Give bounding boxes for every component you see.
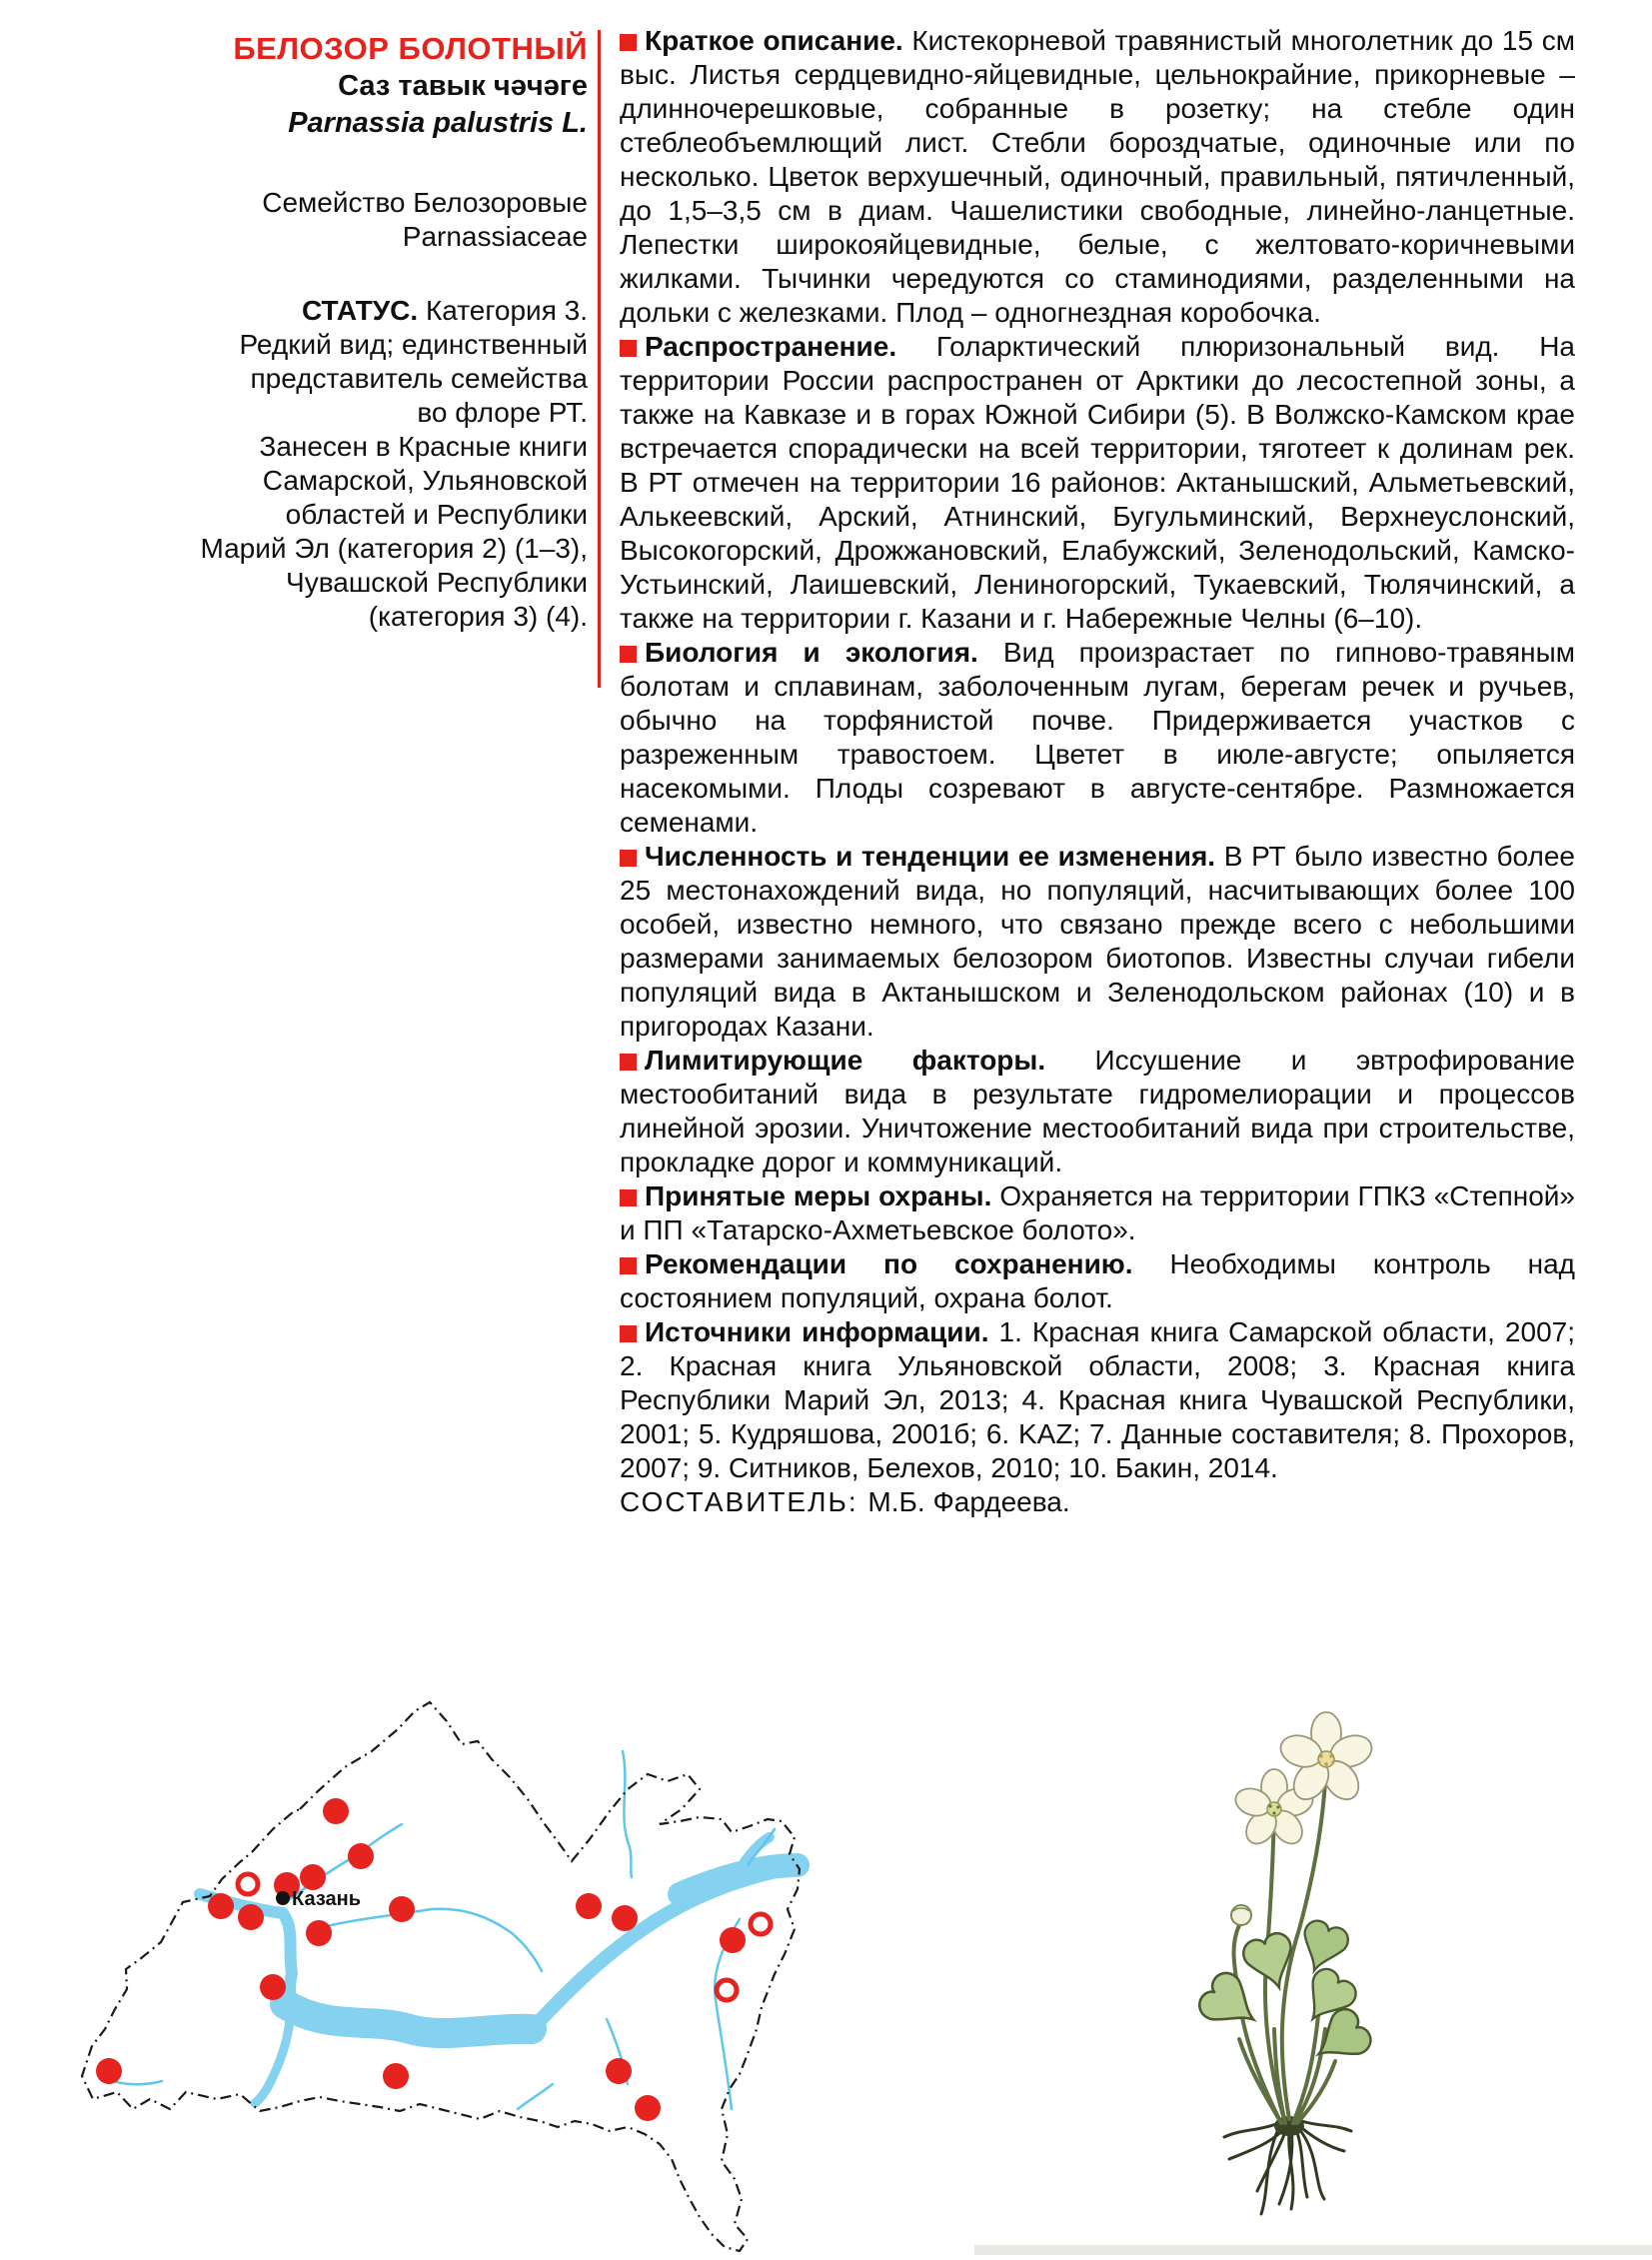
section-heading: Распространение. — [645, 331, 897, 362]
tatarstan-map-svg — [40, 1689, 820, 2255]
section-bullet-square-icon — [620, 850, 637, 867]
occurrence-dot — [260, 1974, 286, 2000]
composer-line — [620, 1485, 1575, 1519]
status-line: Занесен в Красные книги — [259, 431, 588, 462]
section-bullet-square-icon — [620, 1257, 637, 1274]
section-heading: Лимитирующие факторы. — [645, 1045, 1046, 1076]
article-section — [620, 1247, 1575, 1315]
species-article — [620, 24, 1575, 1519]
occurrence-dot — [606, 2058, 632, 2084]
article-section — [620, 330, 1575, 636]
article-section — [620, 1044, 1575, 1179]
status-label: СТАТУС. — [301, 295, 419, 326]
occurrence-dot — [348, 1843, 374, 1869]
region-border-outline — [82, 1702, 800, 2251]
occurrence-dot — [720, 1927, 746, 1953]
occurrence-dot — [96, 2058, 122, 2084]
occurrence-markers — [96, 1798, 771, 2121]
status-lines — [40, 328, 588, 634]
page-bottom-band — [974, 2245, 1652, 2255]
occurrence-dot — [635, 2095, 661, 2121]
plant-illustration — [1129, 1699, 1589, 2260]
occurrence-dot — [238, 1904, 264, 1930]
section-text: В РТ было известно более 25 местонахождений вида, но популяций, насчитывающих более 100 особей, известно немного, что связано прежде всего с небольшими размерами занимаемых белозором биотопов. Известны случаи гибели популяций вида в Актанышском и Зеленодольском районах (10) и в пригородах Казани. — [620, 841, 1575, 1042]
species-title-tatar: Саз тавык чәчәге — [338, 70, 588, 102]
section-heading: Краткое описание. — [645, 25, 903, 56]
occurrence-dot — [300, 1864, 326, 1890]
occurrence-dot — [323, 1798, 349, 1824]
historic-occurrence-circle — [238, 1874, 258, 1894]
section-heading: Численность и тенденции ее изменения. — [645, 841, 1216, 872]
family-line-latin: Parnassiaceae — [402, 221, 588, 252]
occurrence-dot — [389, 1896, 415, 1922]
article-section — [620, 24, 1575, 330]
section-bullet-square-icon — [620, 1054, 637, 1071]
status-line: Редкий вид; единственный — [239, 329, 588, 360]
section-text: Необходимы контроль над состоянием популяций, охрана болот. — [620, 1248, 1576, 1313]
status-line: во флоре РТ. — [417, 397, 588, 428]
article-section — [620, 1315, 1575, 1485]
section-heading: Источники информации. — [645, 1316, 989, 1347]
occurrence-dot — [576, 1893, 602, 1919]
section-text: Вид произрастает по гипново-травяным болотам и сплавинам, заболоченным лугам, берегам речек и ручьев, обычно на торфянистой почве. Придерживается участков с разреженным травостоем. Цветет в июле-августе; опыляется насекомыми. Плоды созревают в августе-сентябре. Размножается семенами. — [620, 637, 1575, 838]
occurrence-dot — [208, 1893, 234, 1919]
plant-illustration-svg — [1129, 1699, 1589, 2255]
column-divider-rule — [598, 30, 601, 688]
city-dot — [276, 1891, 290, 1905]
family-line-ru: Семейство Белозоровые — [262, 187, 588, 218]
species-header-block — [40, 30, 588, 634]
occurrence-dot — [383, 2063, 409, 2089]
section-heading: Принятые меры охраны. — [645, 1180, 992, 1211]
section-bullet-square-icon — [620, 340, 637, 357]
rivers — [100, 1751, 775, 2109]
species-title-latin: Parnassia palustris L. — [288, 107, 588, 139]
species-title-ru: БЕЛОЗОР БОЛОТНЫЙ — [233, 31, 588, 66]
article-section — [620, 636, 1575, 840]
article-section — [620, 840, 1575, 1044]
flower-bud — [1231, 1905, 1251, 1925]
section-heading: Биология и экология. — [645, 637, 978, 668]
historic-occurrence-circle — [751, 1914, 771, 1934]
section-text: Охраняется на территории ГПКЗ «Степной» и ПП «Татарско-Ахметьевское болото». — [620, 1180, 1575, 1245]
status-block — [40, 294, 588, 634]
section-text: Голарктический плюризональный вид. На территории России распространен от Арктики до лесостепной зоны, а также на Кавказе и в горах Южной Сибири (5). В Волжско-Камском крае встречается спорадически на всей территории, тяготеет к долинам рек. В РТ отмечен на территории 16 районов: Актанышский, Альметьевский, Алькеевский, Арский, Атнинский, Бугульминский, Верхнеуслонский, Высокогорский, Дрожжановский, Елабужский, Зеленодольский, Камско-Устьинский, Лаишевский, Лениногорский, Тукаевский, Тюлячинский, а также на территории г. Казани и г. Набережные Челны (6–10). — [620, 331, 1575, 634]
distribution-map — [40, 1689, 820, 2260]
status-line: (категория 3) (4). — [368, 601, 588, 632]
status-line: Марий Эл (категория 2) (1–3), — [200, 533, 588, 564]
section-bullet-square-icon — [620, 1189, 637, 1206]
occurrence-dot — [612, 1905, 638, 1931]
occurrence-dot — [306, 1920, 332, 1946]
section-bullet-square-icon — [620, 1325, 637, 1342]
section-text: 1. Красная книга Самарской области, 2007; 2. Красная книга Ульяновской области, 2008; 3. Красная книга Республики Марий Эл, 2013; 4. Красная книга Чувашской Республики, 2001; 5. Кудряшова, 2001б; 6. KAZ; 7. Данные составителя; 8. Прохоров, 2007; 9. Ситников, Белехов, 2010; 10. Бакин, 2014. — [620, 1316, 1576, 1483]
section-text: Кистекорневой травянистый многолетник до 15 см выс. Листья сердцевидно-яйцевидные, цельнокрайние, прикорневые – длинночерешковые, собранные в розетку; на стебле один стеблеобъемлющий лист. Стебли бороздчатые, одиночные или по несколько. Цветок верхушечный, одиночный, правильный, пятичленный, до 1,5–3,5 см в диам. Чашелистики свободные, линейно-ланцетные. Лепестки широкояйцевидные, белые, с желтовато-коричневыми жилками. Тычинки чередуются со стаминодиями, разделенными на дольки с железками. Плод – одногнездная коробочка. — [620, 25, 1575, 328]
status-category: Категория 3. — [425, 295, 588, 326]
status-line: представитель семейства — [250, 363, 588, 394]
composer-name: М.Б. Фардеева. — [867, 1486, 1070, 1517]
city-label: Казань — [292, 1888, 361, 1910]
status-first-line — [40, 294, 588, 328]
status-line: областей и Республики — [285, 499, 588, 530]
composer-label: СОСТАВИТЕЛЬ: — [620, 1486, 868, 1517]
historic-occurrence-circle — [717, 1980, 737, 2000]
section-bullet-square-icon — [620, 34, 637, 51]
section-heading: Рекомендации по сохранению. — [645, 1248, 1133, 1279]
section-text: Иссушение и эвтрофирование местообитаний вида в результате гидромелиорации и процессов линейной эрозии. Уничтожение местообитаний вида при строительстве, прокладке дорог и коммуникаций. — [620, 1045, 1575, 1177]
status-line: Чувашской Республики — [286, 567, 588, 598]
family-block — [40, 186, 588, 254]
section-bullet-square-icon — [620, 646, 637, 663]
status-line: Самарской, Ульяновской — [262, 465, 588, 496]
article-section — [620, 1179, 1575, 1247]
